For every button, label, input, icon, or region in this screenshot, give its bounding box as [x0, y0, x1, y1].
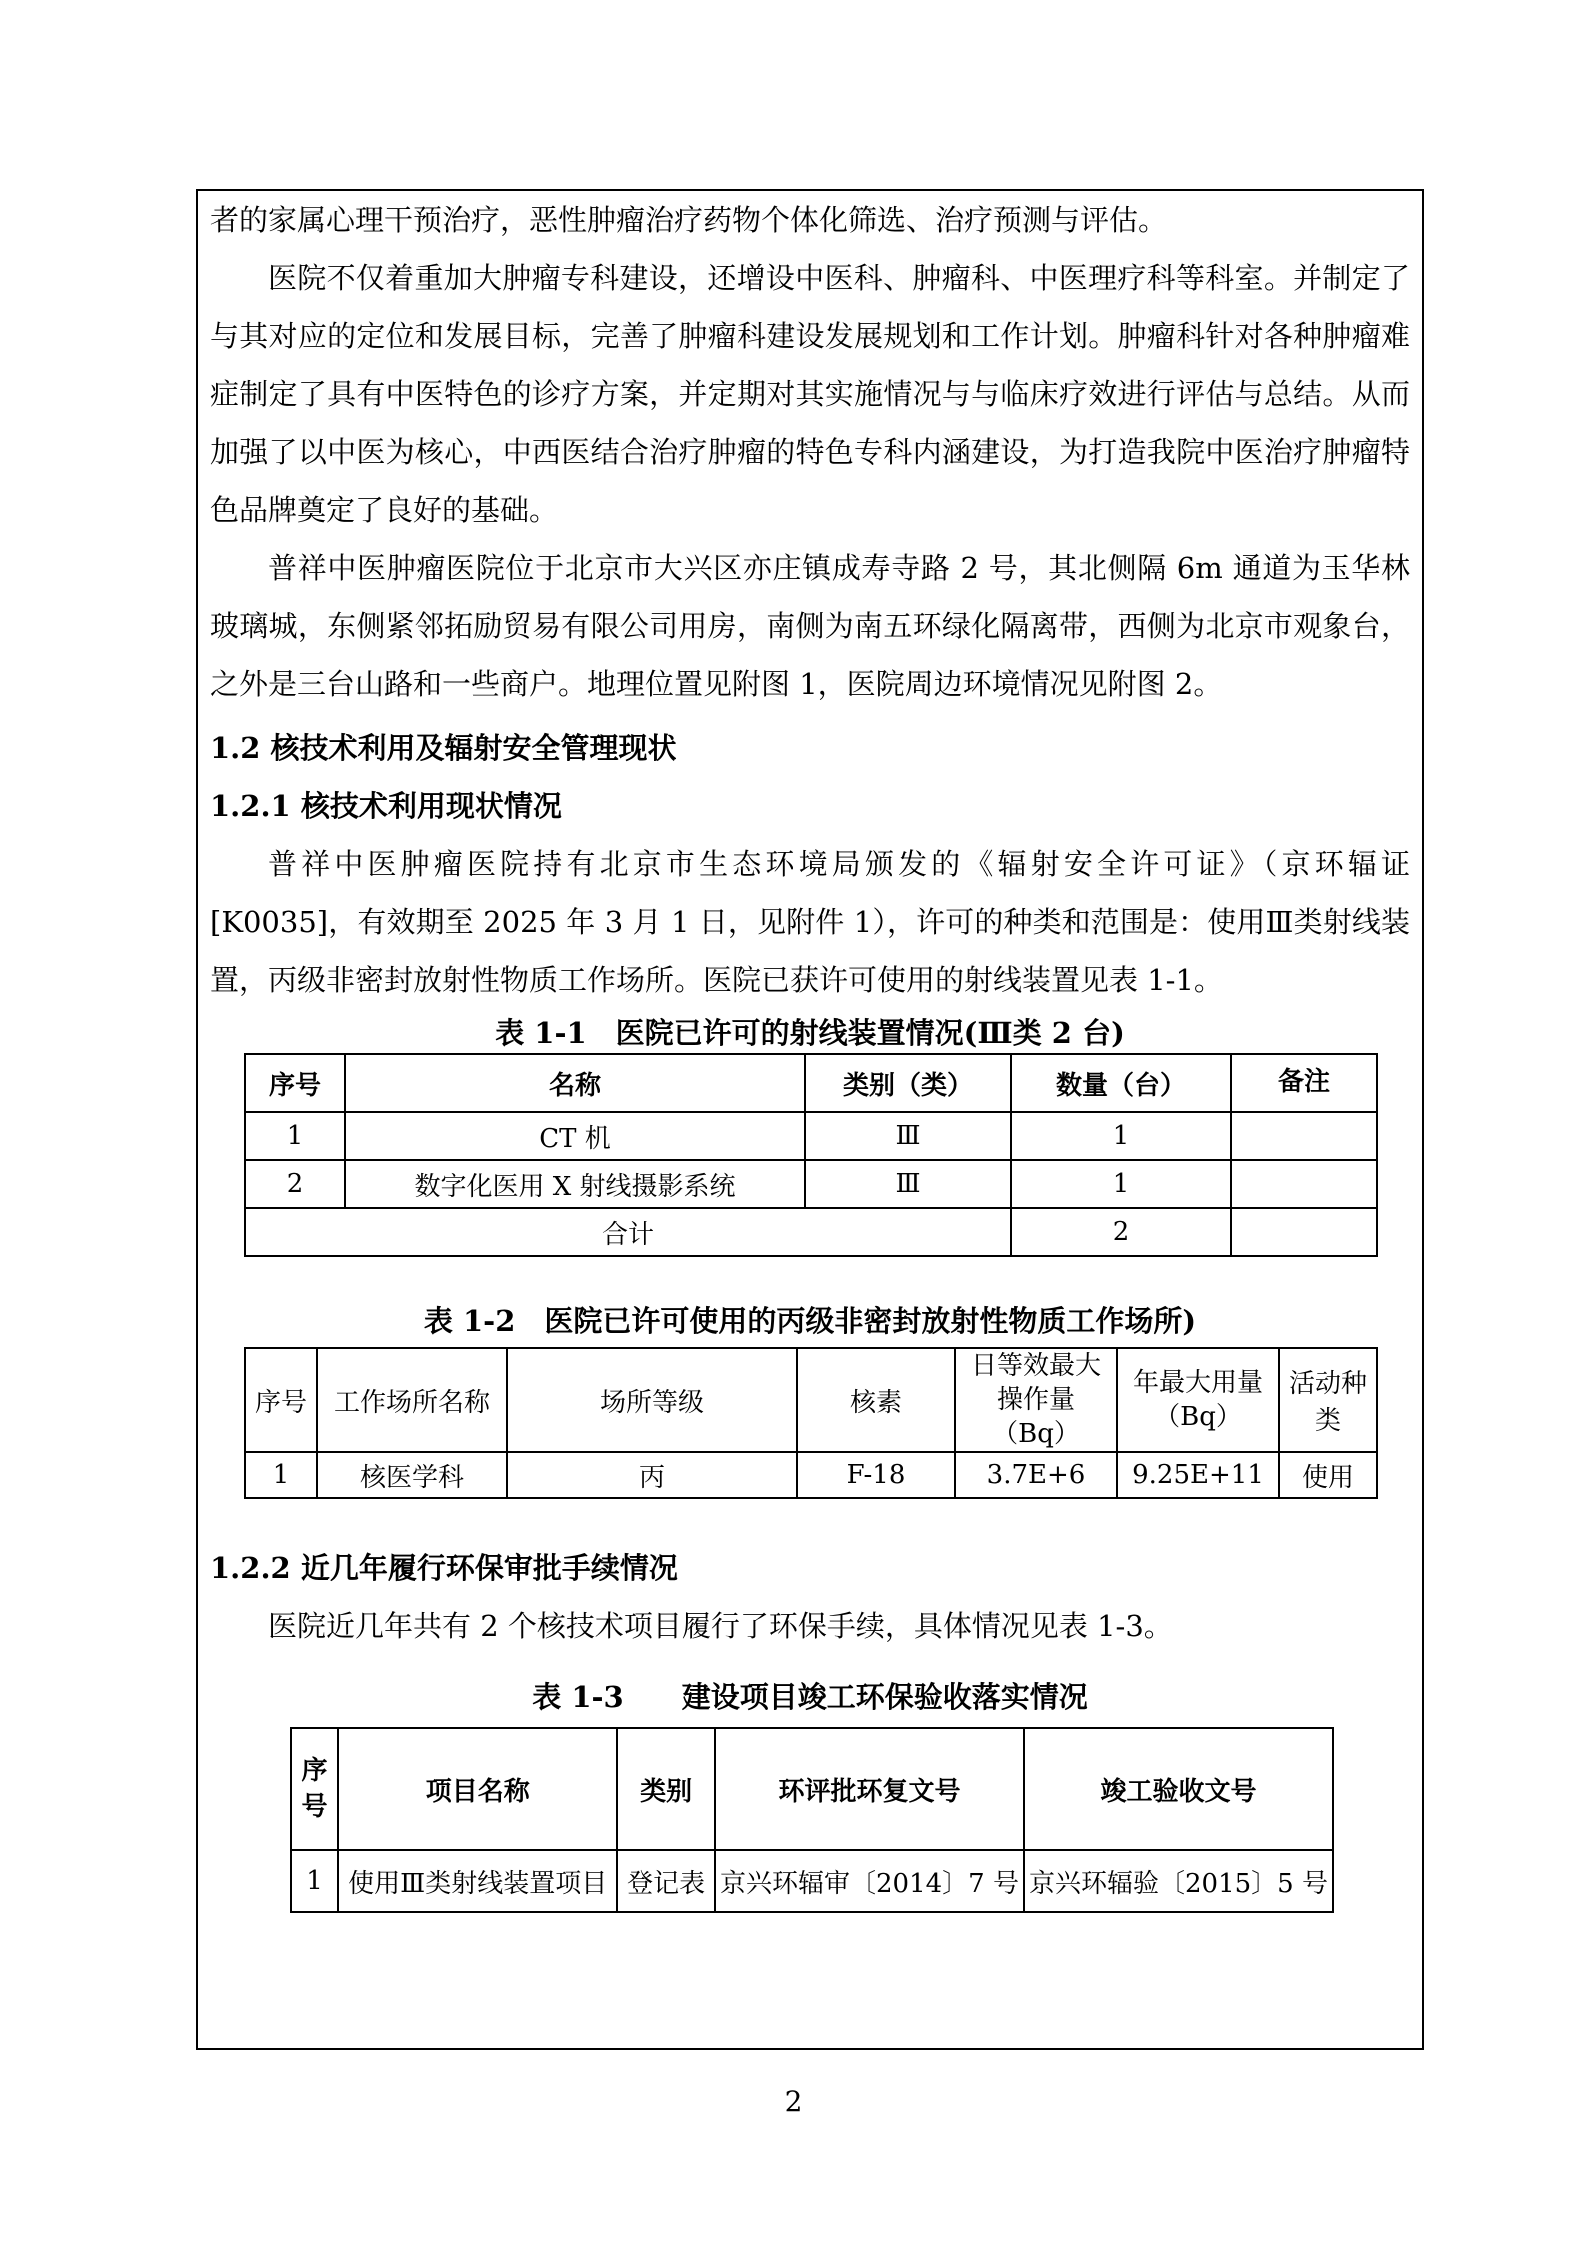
table-header-cell: 环评批环复文号 [715, 1728, 1024, 1850]
document-body [210, 189, 1410, 1913]
table-header-cell: 类别 [617, 1728, 715, 1850]
paragraph-location: 普祥中医肿瘤医院位于北京市大兴区亦庄镇成寿寺路 2 号，其北侧隔 6m 通道为玉华林玻璃城，东侧紧邻拓励贸易有限公司用房，南侧为南五环绿化隔离带，西侧为北京市观象台，之外是三台山路和一些商户。地理位置见附图 1，医院周边环境情况见附图 2。 [210, 551, 1410, 701]
table-total-label: 合计 [245, 1208, 1011, 1256]
table-cell: 丙 [507, 1452, 797, 1498]
table-header-cell: 名称 [345, 1054, 805, 1112]
table-1-1 [244, 1053, 1378, 1257]
table-cell: 1 [291, 1850, 338, 1912]
table-row [291, 1850, 1333, 1912]
table-cell [1231, 1112, 1377, 1160]
table-cell: 核医学科 [317, 1452, 507, 1498]
table-header-cell: 竣工验收文号 [1024, 1728, 1333, 1850]
table-header-cell: 活动种类 [1279, 1348, 1377, 1452]
table-cell: 登记表 [617, 1850, 715, 1912]
paragraph-continuation: 者的家属心理干预治疗，恶性肿瘤治疗药物个体化筛选、治疗预测与评估。 [210, 203, 1168, 237]
table-header-cell: 项目名称 [338, 1728, 617, 1850]
table-1-1-caption: 表 1-1 医院已许可的射线装置情况(Ⅲ类 2 台) [495, 1016, 1125, 1050]
table-cell [1231, 1208, 1377, 1256]
table-header-cell: 核素 [797, 1348, 955, 1452]
table-cell: 使用Ⅲ类射线装置项目 [338, 1850, 617, 1912]
table-cell: 京兴环辐验〔2015〕5 号 [1024, 1850, 1333, 1912]
section-heading-1-2-2: 1.2.2 近几年履行环保审批手续情况 [210, 1551, 678, 1585]
paragraph-approvals: 医院近几年共有 2 个核技术项目履行了环保手续，具体情况见表 1-3。 [268, 1609, 1173, 1643]
table-header-cell: 序号 [291, 1728, 338, 1850]
table-header-row [245, 1054, 1377, 1112]
table-cell: 1 [245, 1452, 317, 1498]
paragraph-license: 普祥中医肿瘤医院持有北京市生态环境局颁发的《辐射安全许可证》（京环辐证[K0035]，有效期至 2025 年 3 月 1 日，见附件 1），许可的种类和范围是：使用Ⅲ类射线装置，丙级非密封放射性物质工作场所。医院已获许可使用的射线装置见表 1-1。 [210, 847, 1410, 997]
table-header-cell: 类别（类） [805, 1054, 1011, 1112]
table-1-2 [244, 1347, 1378, 1499]
table-row [245, 1452, 1377, 1498]
table-total-value: 2 [1011, 1208, 1231, 1256]
table-1-3 [290, 1727, 1334, 1913]
table-cell: 京兴环辐审〔2014〕7 号 [715, 1850, 1024, 1912]
table-cell: 9.25E+11 [1117, 1452, 1279, 1498]
table-header-cell: 备注 [1231, 1054, 1377, 1112]
page-number: 2 [784, 2085, 803, 2118]
table-cell: Ⅲ [805, 1112, 1011, 1160]
table-1-2-caption: 表 1-2 医院已许可使用的丙级非密封放射性物质工作场所) [423, 1304, 1197, 1338]
table-1-3-caption: 表 1-3 建设项目竣工环保验收落实情况 [532, 1680, 1088, 1714]
table-header-cell: 场所等级 [507, 1348, 797, 1452]
table-cell: 使用 [1279, 1452, 1377, 1498]
table-header-row [291, 1728, 1333, 1850]
table-cell: CT 机 [345, 1112, 805, 1160]
table-cell: 2 [245, 1160, 345, 1208]
table-cell: F-18 [797, 1452, 955, 1498]
table-header-cell: 年最大用量（Bq） [1117, 1348, 1279, 1452]
table-row [245, 1160, 1377, 1208]
table-cell: 3.7E+6 [955, 1452, 1117, 1498]
table-cell: 1 [245, 1112, 345, 1160]
paragraph-specialty: 医院不仅着重加大肿瘤专科建设，还增设中医科、肿瘤科、中医理疗科等科室。并制定了与其对应的定位和发展目标，完善了肿瘤科建设发展规划和工作计划。肿瘤科针对各种肿瘤难症制定了具有中医特色的诊疗方案，并定期对其实施情况与与临床疗效进行评估与总结。从而加强了以中医为核心，中西医结合治疗肿瘤的特色专科内涵建设，为打造我院中医治疗肿瘤特色品牌奠定了良好的基础。 [210, 261, 1410, 527]
table-header-cell: 工作场所名称 [317, 1348, 507, 1452]
table-cell: 1 [1011, 1160, 1231, 1208]
table-cell: 1 [1011, 1112, 1231, 1160]
section-heading-1-2-1: 1.2.1 核技术利用现状情况 [210, 789, 562, 823]
table-cell: Ⅲ [805, 1160, 1011, 1208]
table-total-row [245, 1208, 1377, 1256]
table-header-cell: 序号 [245, 1054, 345, 1112]
table-header-cell: 数量（台） [1011, 1054, 1231, 1112]
table-header-cell: 序号 [245, 1348, 317, 1452]
table-cell: 数字化医用 X 射线摄影系统 [345, 1160, 805, 1208]
table-row [245, 1112, 1377, 1160]
table-cell [1231, 1160, 1377, 1208]
section-heading-1-2: 1.2 核技术利用及辐射安全管理现状 [210, 731, 677, 765]
table-header-cell: 日等效最大操作量（Bq） [955, 1348, 1117, 1452]
table-header-row [245, 1348, 1377, 1452]
